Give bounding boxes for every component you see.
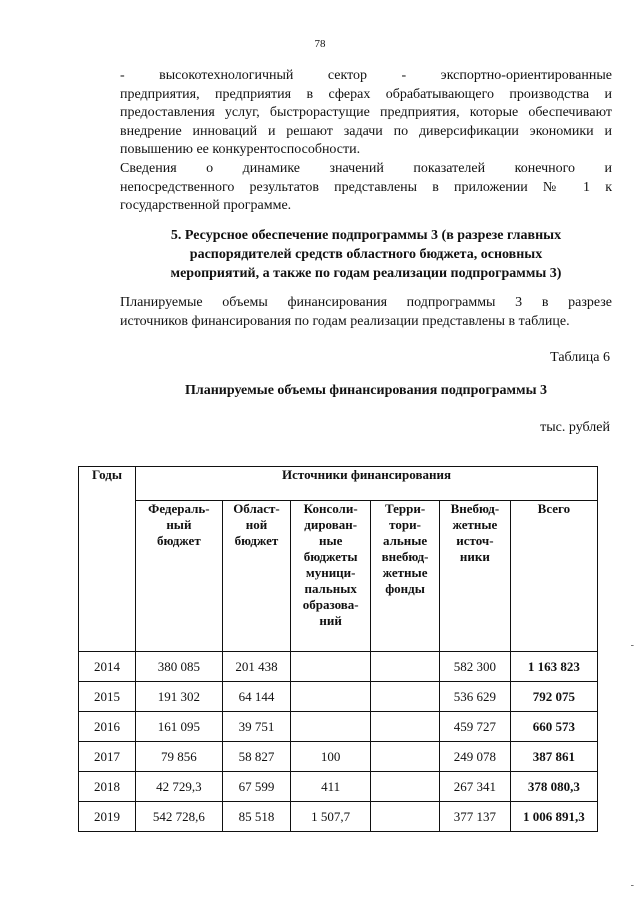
- cell-municipal: [291, 712, 371, 742]
- table-row: [79, 772, 598, 802]
- margin-mark: -: [630, 880, 634, 891]
- cell-total: 1 163 823: [510, 652, 597, 682]
- cell-regional: 58 827: [222, 742, 290, 772]
- cell-total: 387 861: [510, 742, 597, 772]
- text-line: повышению ее конкурентоспособности.: [120, 142, 361, 158]
- column-header-line: источ-: [456, 533, 494, 548]
- cell-total: 660 573: [510, 712, 597, 742]
- column-header-line: Внебюд-: [450, 501, 500, 516]
- heading-line: распорядителей средств областного бюджета, основных: [189, 247, 543, 262]
- paragraph-sectors: [120, 67, 612, 216]
- cell-offbudget: 536 629: [439, 682, 510, 712]
- cell-federal: 42 729,3: [136, 772, 223, 802]
- column-header-line: ний: [319, 613, 342, 628]
- table-row: [79, 682, 598, 712]
- column-header-total: [510, 501, 597, 652]
- cell-municipal: 1 507,7: [291, 802, 371, 832]
- cell-offbudget: 582 300: [439, 652, 510, 682]
- column-header-line: бюджет: [234, 533, 279, 548]
- cell-municipal: 100: [291, 742, 371, 772]
- text-line: Планируемые объемы финансирования подпрограммы 3 в разрезе: [120, 295, 612, 310]
- column-header-line: фонды: [385, 581, 425, 596]
- column-header-line: ники: [459, 549, 490, 564]
- column-header-line: жетные: [382, 565, 428, 580]
- paragraph-financing: [120, 294, 612, 331]
- cell-federal: 79 856: [136, 742, 223, 772]
- column-header-line: Всего: [537, 501, 571, 516]
- text-line: предприятия, предприятия в сферах обрабатывающего производства и: [120, 86, 612, 102]
- cell-territorial: [371, 652, 440, 682]
- cell-offbudget: 249 078: [439, 742, 510, 772]
- column-header-line: жетные: [452, 517, 498, 532]
- column-header-territorial: [371, 501, 440, 652]
- heading-line: 5. Ресурсное обеспечение подпрограммы 3 (в разрезе главных: [170, 228, 562, 243]
- text-line: - высокотехнологичный сектор - экспортно-ориентированные: [120, 68, 612, 83]
- cell-territorial: [371, 802, 440, 832]
- column-header-line: Консоли-: [303, 501, 358, 516]
- table-units: тыс. рублей: [540, 420, 610, 435]
- column-header-line: ные: [318, 533, 343, 548]
- column-header-line: пальных: [304, 581, 357, 596]
- column-header-line: Терри-: [384, 501, 426, 516]
- cell-offbudget: 459 727: [439, 712, 510, 742]
- cell-total: 1 006 891,3: [510, 802, 597, 832]
- text-line: непосредственного результатов представлены в приложении № 1 к: [120, 179, 612, 195]
- table-title: Планируемые объемы финансирования подпрограммы 3: [184, 383, 548, 398]
- cell-regional: 85 518: [222, 802, 290, 832]
- text-line: Сведения о динамике значений показателей конечного и: [120, 160, 612, 176]
- cell-federal: 542 728,6: [136, 802, 223, 832]
- cell-year: 2019: [79, 802, 136, 832]
- cell-year: 2017: [79, 742, 136, 772]
- cell-total: 792 075: [510, 682, 597, 712]
- column-header-line: Федераль-: [148, 501, 210, 516]
- column-header-line: дирован-: [304, 517, 358, 532]
- column-header-line: образова-: [302, 597, 359, 612]
- text-line: государственной программе.: [120, 198, 292, 214]
- column-header-line: бюджет: [157, 533, 201, 548]
- table-row: [79, 652, 598, 682]
- table-number: Таблица 6: [550, 350, 610, 365]
- column-header-line: муници-: [305, 565, 356, 580]
- cell-total: 378 080,3: [510, 772, 597, 802]
- cell-year: 2014: [79, 652, 136, 682]
- cell-territorial: [371, 772, 440, 802]
- heading-line: мероприятий, а также по годам реализации подпрограммы 3): [170, 266, 562, 281]
- cell-municipal: [291, 682, 371, 712]
- cell-regional: 67 599: [222, 772, 290, 802]
- header-years: Годы: [79, 467, 136, 652]
- table-row: [79, 712, 598, 742]
- cell-federal: 191 302: [136, 682, 223, 712]
- column-header-row: [79, 501, 598, 652]
- text-line: предоставления услуг, быстрорастущие предприятия, которые обеспечивают: [120, 105, 612, 121]
- cell-year: 2016: [79, 712, 136, 742]
- column-header-federal: [136, 501, 223, 652]
- cell-territorial: [371, 742, 440, 772]
- text-line: источников финансирования по годам реализации представлены в таблице.: [120, 313, 570, 329]
- page-number: 78: [314, 38, 326, 50]
- column-header-line: внебюд-: [381, 549, 429, 564]
- cell-municipal: [291, 652, 371, 682]
- cell-municipal: 411: [291, 772, 371, 802]
- column-header-municipal: [291, 501, 371, 652]
- table-row: [79, 742, 598, 772]
- cell-offbudget: 377 137: [439, 802, 510, 832]
- column-header-offbudget: [439, 501, 510, 652]
- cell-federal: 380 085: [136, 652, 223, 682]
- cell-year: 2018: [79, 772, 136, 802]
- section-heading: [120, 226, 612, 283]
- text-line: внедрение инноваций и решают задачи по диверсификации экономики и: [120, 123, 612, 139]
- header-sources: Источники финансирования: [136, 467, 598, 501]
- cell-regional: 201 438: [222, 652, 290, 682]
- cell-year: 2015: [79, 682, 136, 712]
- margin-mark: -: [630, 640, 634, 651]
- cell-offbudget: 267 341: [439, 772, 510, 802]
- cell-regional: 64 144: [222, 682, 290, 712]
- column-header-line: ной: [245, 517, 268, 532]
- table-body: [79, 652, 598, 832]
- column-header-line: Област-: [233, 501, 280, 516]
- column-header-line: альные: [382, 533, 428, 548]
- cell-federal: 161 095: [136, 712, 223, 742]
- column-header-line: бюджеты: [303, 549, 358, 564]
- cell-territorial: [371, 712, 440, 742]
- table-row: [79, 802, 598, 832]
- column-header-line: ный: [166, 517, 192, 532]
- column-header-line: тори-: [389, 517, 421, 532]
- cell-regional: 39 751: [222, 712, 290, 742]
- financing-table: [78, 466, 598, 832]
- column-header-regional: [222, 501, 290, 652]
- cell-territorial: [371, 682, 440, 712]
